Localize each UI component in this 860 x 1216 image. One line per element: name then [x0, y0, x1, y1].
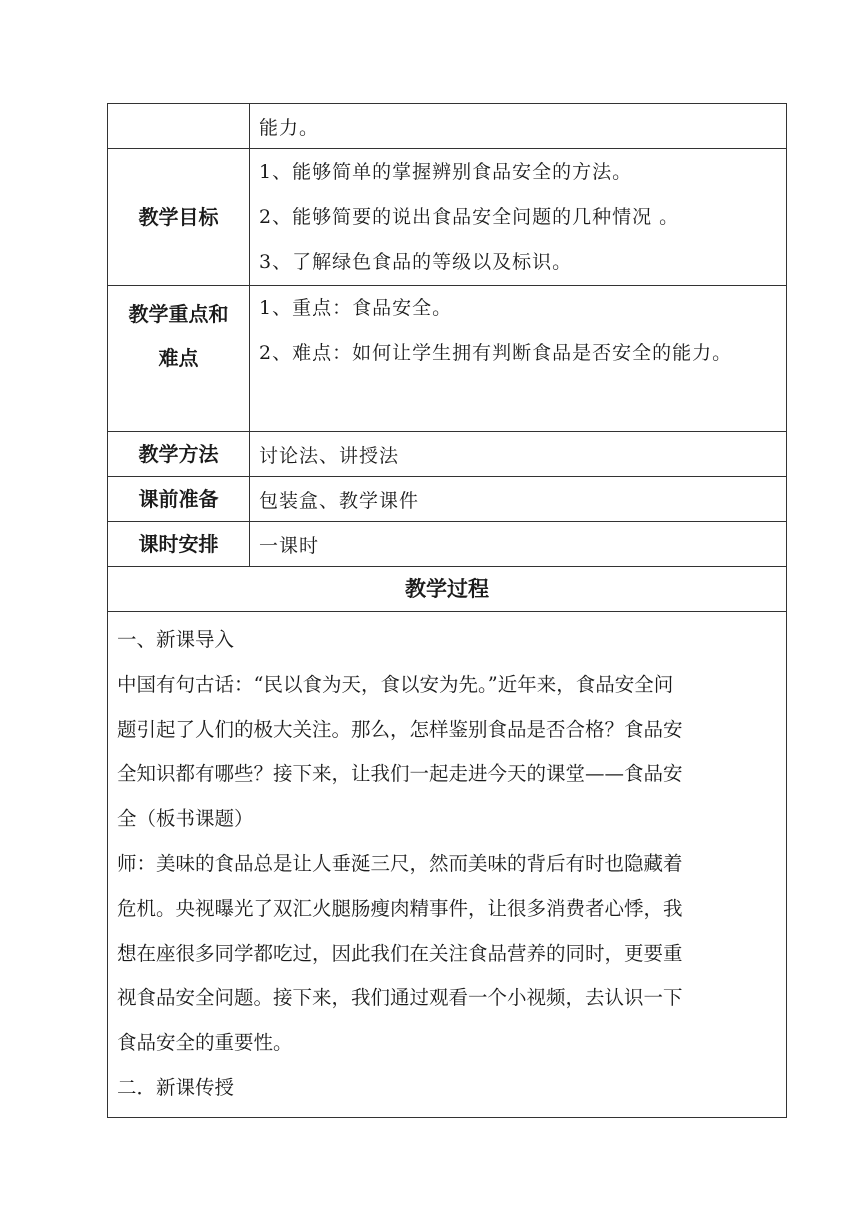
- process-line: 食品安全的重要性。: [117, 1031, 293, 1055]
- objectives-cell: [250, 149, 787, 286]
- table-row-objectives: [108, 149, 787, 286]
- preparation-label: 课前准备: [108, 477, 250, 522]
- process-body: [108, 612, 787, 1118]
- schedule-value: 一课时: [250, 522, 787, 567]
- key-points-label-line2: 难点: [158, 346, 199, 370]
- lesson-plan-table: [107, 103, 787, 1118]
- key-points-label: [108, 286, 250, 432]
- process-line: 危机。央视曝光了双汇火腿肠瘦肉精事件，让很多消费者心悸，我: [117, 896, 683, 920]
- process-line: 题引起了人们的极大关注。那么，怎样鉴别食品是否合格？食品安: [117, 717, 683, 741]
- objective-item-2: 2、能够简要的说出食品安全问题的几种情况 。: [259, 205, 680, 228]
- key-point-item-1: 1、重点：食品安全。: [259, 297, 453, 319]
- preparation-value: 包装盒、教学课件: [250, 477, 787, 522]
- process-line: 想在座很多同学都吃过，因此我们在关注食品营养的同时，更要重: [117, 941, 683, 965]
- schedule-label: 课时安排: [108, 522, 250, 567]
- objective-item-3: 3、了解绿色食品的等级以及标识。: [259, 250, 573, 273]
- method-label: 教学方法: [108, 432, 250, 477]
- continuation-text: 能力。: [250, 104, 787, 149]
- table-row-key-points: [108, 286, 787, 432]
- process-line: 师：美味的食品总是让人垂涎三尺，然而美味的背后有时也隐藏着: [117, 851, 683, 875]
- table-row-process-body: [108, 612, 787, 1118]
- key-point-item-2: 2、难点：如何让学生拥有判断食品是否安全的能力。: [259, 342, 733, 364]
- empty-label-cell: [108, 104, 250, 149]
- table-row-continuation: [108, 104, 787, 149]
- process-line: 二．新课传授: [117, 1075, 235, 1099]
- process-line: 一、新课导入: [117, 628, 235, 651]
- method-value: 讨论法、讲授法: [250, 432, 787, 477]
- key-points-label-line1: 教学重点和: [128, 302, 229, 326]
- process-title: 教学过程: [108, 567, 787, 612]
- objective-item-1: 1、能够简单的掌握辨别食品安全的方法。: [259, 160, 633, 183]
- objectives-label: 教学目标: [108, 149, 250, 286]
- table-row-preparation: [108, 477, 787, 522]
- key-points-cell: [250, 286, 787, 432]
- process-line: 全（板书课题）: [117, 807, 254, 831]
- process-line: 全知识都有哪些？接下来，让我们一起走进今天的课堂——食品安: [117, 762, 683, 786]
- table-row-schedule: [108, 522, 787, 567]
- table-row-process-title: [108, 567, 787, 612]
- table-row-method: [108, 432, 787, 477]
- process-line: 中国有句古话：“民以食为天，食以安为先。”近年来，食品安全问: [117, 672, 674, 696]
- process-line: 视食品安全问题。接下来，我们通过观看一个小视频，去认识一下: [117, 986, 683, 1010]
